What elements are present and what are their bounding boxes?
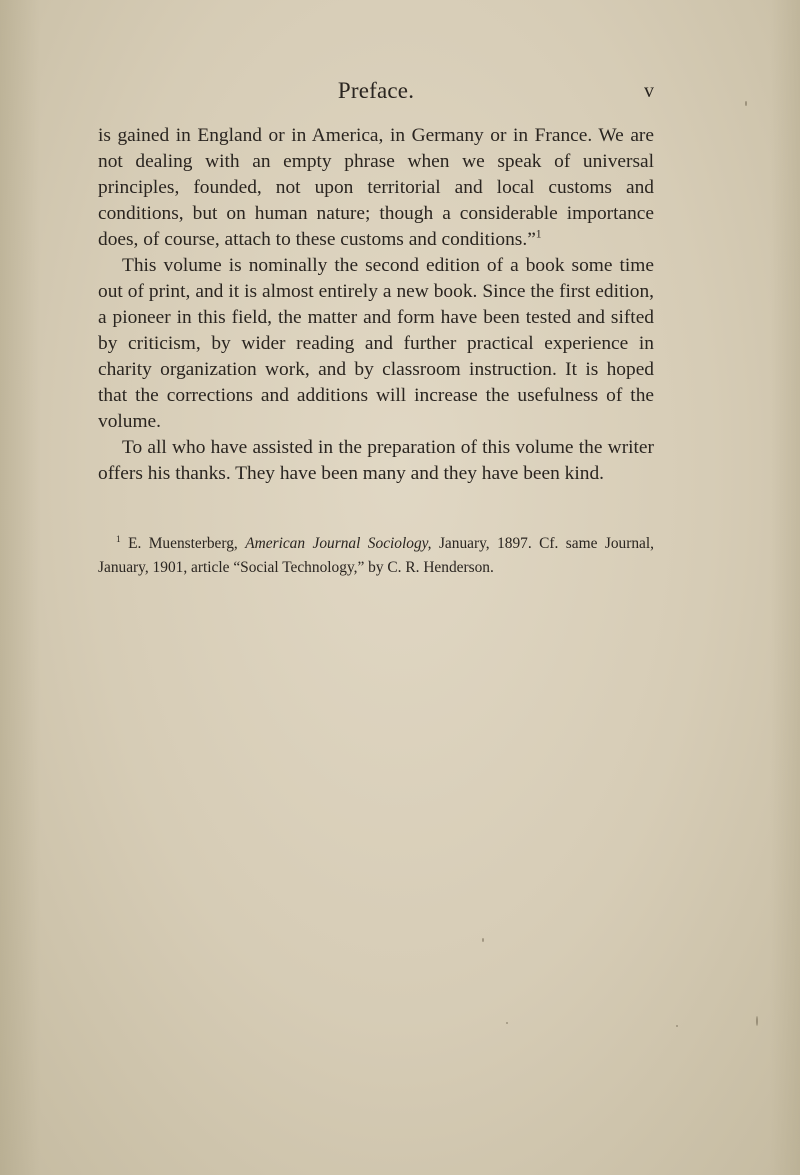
paper-speck <box>756 1016 758 1026</box>
paragraph-thanks: To all who have assisted in the preparation of this volume the writer offers his thanks. They have been many and they have been kind. <box>98 437 654 484</box>
footnote-author: E. Muensterberg, <box>128 535 238 552</box>
paper-speck <box>676 1025 678 1027</box>
footnote-marker: 1 <box>116 533 121 544</box>
running-head <box>98 78 654 110</box>
footnote-reference: 1 <box>535 227 542 241</box>
paragraph-continuation <box>98 123 654 253</box>
footnote <box>98 532 654 580</box>
paper-speck <box>482 938 484 942</box>
paper-speck <box>506 1022 508 1024</box>
running-title: Preface. <box>337 78 415 103</box>
page-number: v <box>644 80 654 102</box>
paper-speck <box>745 101 747 106</box>
paragraph-second-edition: This volume is nominally the second edition of a book some time out of print, and it is almost entirely a new book. Since the first edition, a pioneer in this field, the matter and form have been tested and sifted by criticism, by wider reading and further practical experience in charity organization work, and by classroom instruction. It is hoped that the corrections and additions will increase the usefulness of the volume. <box>98 255 654 432</box>
paragraph-1-text: is gained in England or in America, in Germany or in France. We are not dealing with an empty phrase when we speak of universal principles, founded, not upon territorial and local customs and conditions, but on human nature; though a considerable importance does, of course, attach to these customs and conditions.” <box>98 125 654 250</box>
footnote-citation: January, 1897. Cf. same Journal, January, 1901, article “Social Technology,” by C. R. Henderson. <box>98 535 654 576</box>
footnote-journal-title: American Journal Sociology, <box>245 535 432 552</box>
body-text <box>98 123 654 487</box>
